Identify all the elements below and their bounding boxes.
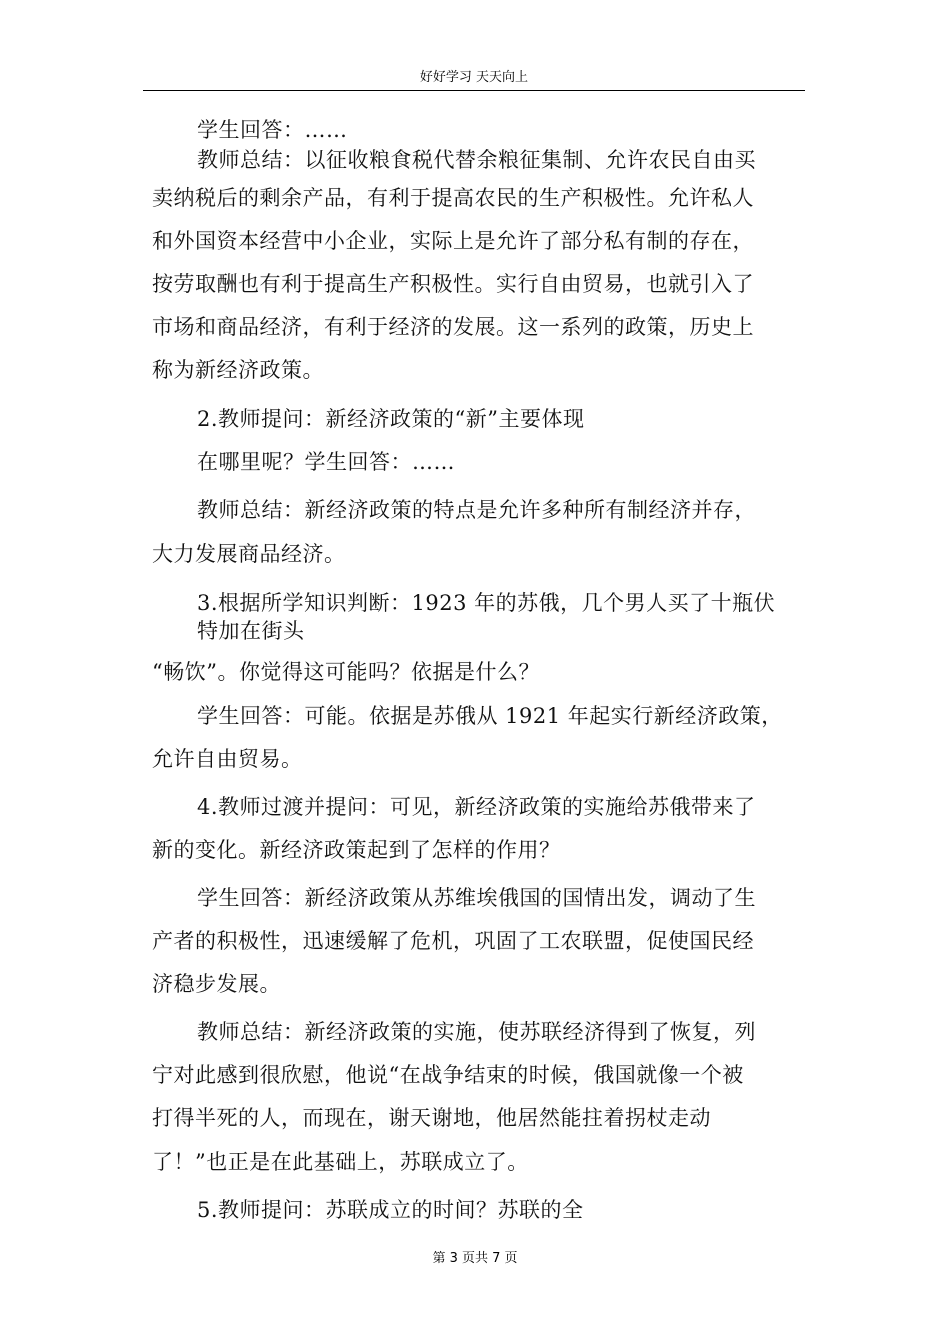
paragraph-line: 5.教师提问：苏联成立的时间？苏联的全 [197, 1198, 584, 1222]
page-header [143, 68, 805, 91]
paragraph-line: “畅饮”。你觉得这可能吗？依据是什么？ [152, 660, 540, 684]
paragraph-line: 称为新经济政策。 [152, 358, 324, 382]
paragraph-line: 卖纳税后的剩余产品，有利于提高农民的生产积极性。允许私人 [152, 186, 754, 210]
paragraph-line: 允许自由贸易。 [152, 747, 303, 771]
paragraph-line: 特加在街头 [197, 619, 305, 643]
paragraph-line: 教师总结：以征收粮食税代替余粮征集制、允许农民自由买 [197, 148, 756, 172]
paragraph-line: 3.根据所学知识判断：1923 年的苏俄，几个男人买了十瓶伏 [197, 591, 776, 615]
paragraph-line: 教师总结：新经济政策的特点是允许多种所有制经济并存， [197, 498, 756, 522]
paragraph-line: 和外国资本经营中小企业，实际上是允许了部分私有制的存在， [152, 229, 754, 253]
paragraph-line: 按劳取酬也有利于提高生产积极性。实行自由贸易，也就引入了 [152, 272, 754, 296]
paragraph-line: 了！”也正是在此基础上，苏联成立了。 [152, 1150, 529, 1174]
paragraph-line: 4.教师过渡并提问：可见，新经济政策的实施给苏俄带来了 [197, 795, 756, 819]
paragraph-line: 学生回答：新经济政策从苏维埃俄国的国情出发，调动了生 [197, 886, 756, 910]
paragraph-line: 宁对此感到很欣慰，他说“在战争结束的时候，俄国就像一个被 [152, 1063, 744, 1087]
header-text: 好好学习 天天向上 [419, 70, 529, 85]
paragraph-line: 学生回答：可能。依据是苏俄从 1921 年起实行新经济政策， [197, 704, 783, 728]
paragraph-line: 新的变化。新经济政策起到了怎样的作用？ [152, 838, 561, 862]
paragraph-line: 教师总结：新经济政策的实施，使苏联经济得到了恢复，列 [197, 1020, 756, 1044]
paragraph-line: 在哪里呢？学生回答：…… [197, 450, 455, 474]
paragraph-line: 市场和商品经济，有利于经济的发展。这一系列的政策，历史上 [152, 315, 754, 339]
page-footer: 第 3 页共 7 页 [432, 1251, 518, 1266]
paragraph-line: 大力发展商品经济。 [152, 542, 346, 566]
paragraph-line: 学生回答：…… [197, 118, 348, 142]
paragraph-line: 产者的积极性，迅速缓解了危机，巩固了工农联盟，促使国民经 [152, 929, 754, 953]
paragraph-line: 济稳步发展。 [152, 972, 281, 996]
paragraph-line: 2.教师提问：新经济政策的“新”主要体现 [197, 407, 585, 431]
paragraph-line: 打得半死的人，而现在，谢天谢地，他居然能拄着拐杖走动 [152, 1106, 711, 1130]
